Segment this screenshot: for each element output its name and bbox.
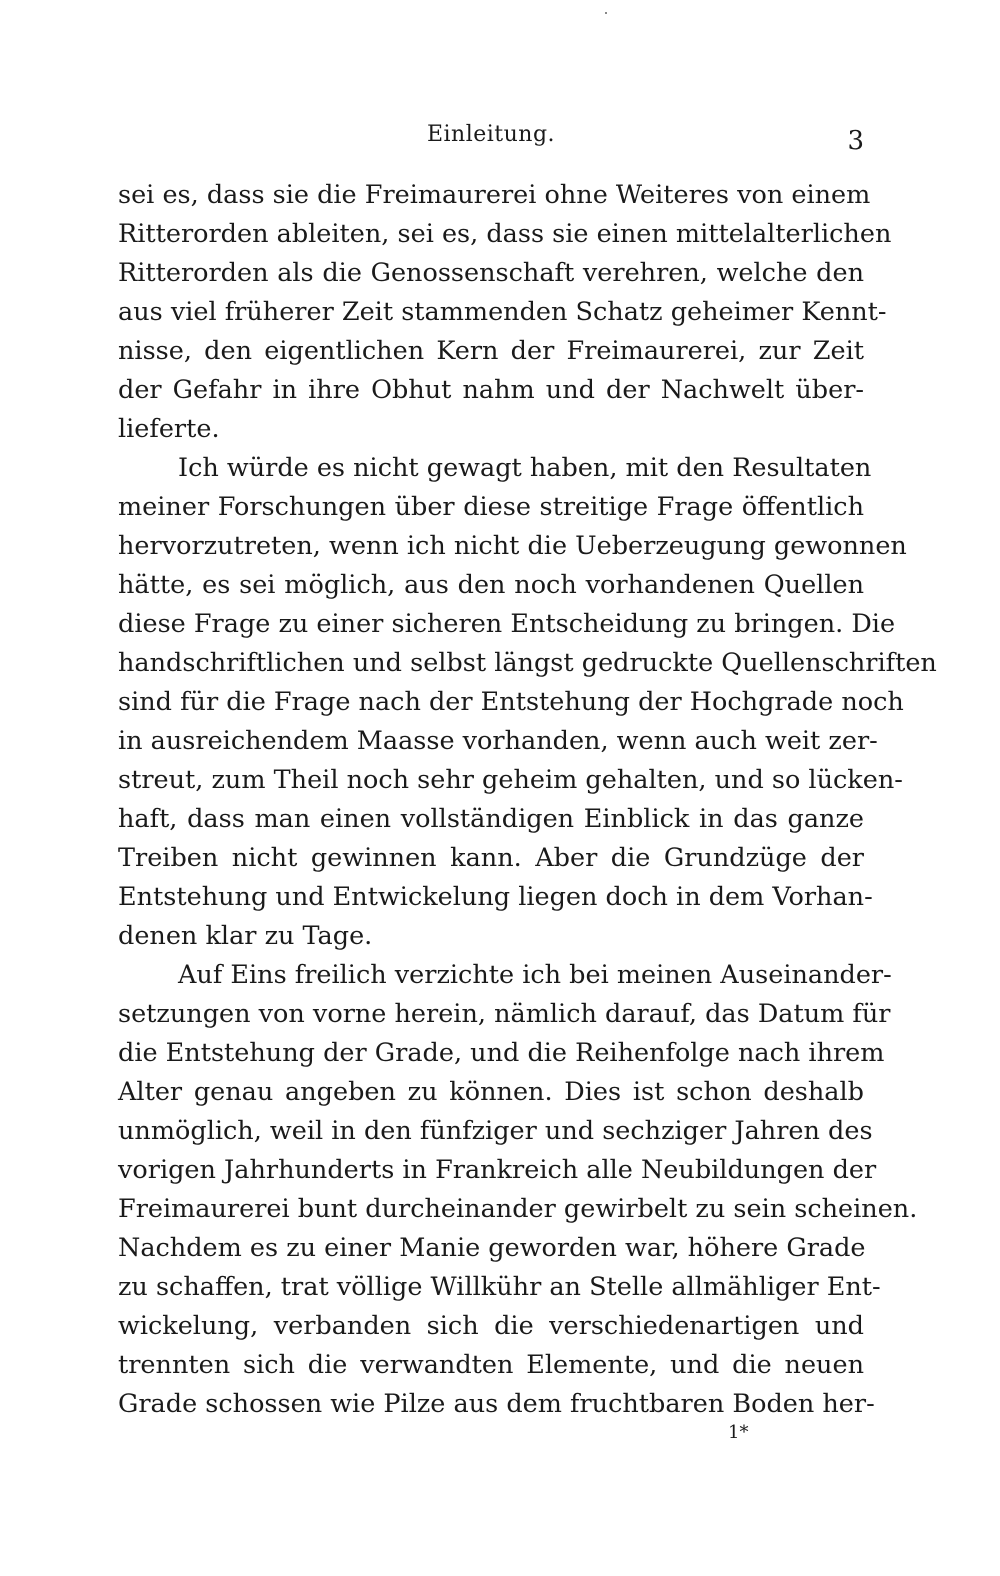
text-line: Grade schossen wie Pilze aus dem fruchtbaren Boden her- bbox=[118, 1389, 875, 1419]
text-line: wickelung, verbanden sich die verschiedenartigen und bbox=[118, 1311, 864, 1341]
text-line: lieferte. bbox=[118, 414, 220, 444]
text-line: sei es, dass sie die Freimaurerei ohne Weiteres von einem bbox=[118, 180, 871, 210]
text-line: unmöglich, weil in den fünfziger und sechziger Jahren des bbox=[118, 1116, 873, 1146]
text-line: Entstehung und Entwickelung liegen doch in dem Vorhan- bbox=[118, 882, 873, 912]
text-line: Alter genau angeben zu können. Dies ist schon deshalb bbox=[118, 1077, 864, 1107]
text-line: handschriftlichen und selbst längst gedruckte Quellenschriften bbox=[118, 648, 937, 678]
text-line: Ich würde es nicht gewagt haben, mit den Resultaten bbox=[178, 453, 872, 483]
text-line: setzungen von vorne herein, nämlich darauf, das Datum für bbox=[118, 999, 891, 1029]
text-line: hätte, es sei möglich, aus den noch vorhandenen Quellen bbox=[118, 570, 864, 600]
text-line: sind für die Frage nach der Entstehung der Hochgrade noch bbox=[118, 687, 904, 717]
text-line: zu schaffen, trat völlige Willkühr an Stelle allmähliger Ent- bbox=[118, 1272, 881, 1302]
text-line: diese Frage zu einer sicheren Entscheidung zu bringen. Die bbox=[118, 609, 896, 639]
text-line: Ritterorden ableiten, sei es, dass sie einen mittelalterlichen bbox=[118, 219, 892, 249]
signature-mark: 1* bbox=[728, 1422, 749, 1443]
text-line: hervorzutreten, wenn ich nicht die Ueberzeugung gewonnen bbox=[118, 531, 907, 561]
text-line: in ausreichendem Maasse vorhanden, wenn auch weit zer- bbox=[118, 726, 878, 756]
text-line: denen klar zu Tage. bbox=[118, 921, 373, 951]
text-line: Freimaurerei bunt durcheinander gewirbelt zu sein scheinen. bbox=[118, 1194, 918, 1224]
text-line: haft, dass man einen vollständigen Einblick in das ganze bbox=[118, 804, 864, 834]
page-header bbox=[118, 122, 864, 162]
text-line: aus viel früherer Zeit stammenden Schatz geheimer Kennt- bbox=[118, 297, 887, 327]
page-number: 3 bbox=[847, 126, 864, 156]
scan-speck bbox=[605, 12, 607, 14]
text-line: der Gefahr in ihre Obhut nahm und der Nachwelt über- bbox=[118, 375, 864, 405]
text-line: meiner Forschungen über diese streitige Frage öffentlich bbox=[118, 492, 864, 522]
text-line: vorigen Jahrhunderts in Frankreich alle Neubildungen der bbox=[118, 1155, 877, 1185]
text-line: trennten sich die verwandten Elemente, und die neuen bbox=[118, 1350, 864, 1380]
text-line: Nachdem es zu einer Manie geworden war, höhere Grade bbox=[118, 1233, 866, 1263]
text-line: Auf Eins freilich verzichte ich bei meinen Auseinander- bbox=[178, 960, 892, 990]
text-line: Ritterorden als die Genossenschaft verehren, welche den bbox=[118, 258, 864, 288]
text-line: nisse, den eigentlichen Kern der Freimaurerei, zur Zeit bbox=[118, 336, 864, 366]
body-text bbox=[118, 176, 937, 1424]
text-line: Treiben nicht gewinnen kann. Aber die Grundzüge der bbox=[118, 843, 864, 873]
text-line: die Entstehung der Grade, und die Reihenfolge nach ihrem bbox=[118, 1038, 885, 1068]
running-head: Einleitung. bbox=[426, 122, 556, 147]
text-line: streut, zum Theil noch sehr geheim gehalten, und so lücken- bbox=[118, 765, 903, 795]
